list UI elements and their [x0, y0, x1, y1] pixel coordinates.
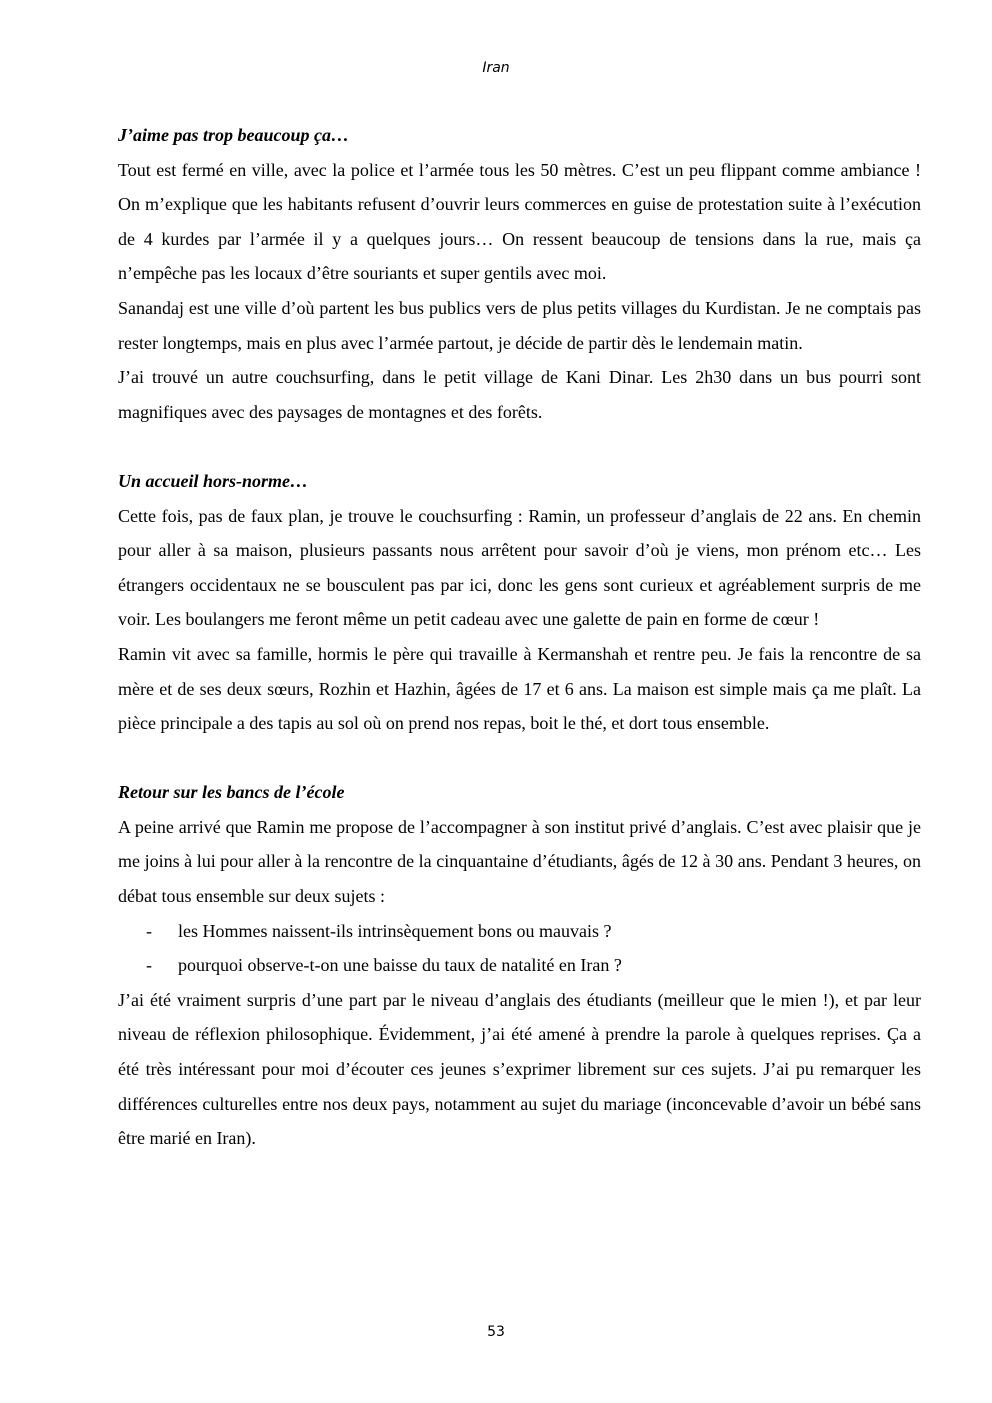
paragraph: Cette fois, pas de faux plan, je trouve le couchsurfing : Ramin, un professeur d’anglais de 22 ans. En chemin pour aller à sa maison, plusieurs passants nous arrêtent pour savoir d’où je viens, mon prénom etc… Les étrangers occidentaux ne se bousculent pas par ici, donc les gens sont curieux et agréablement surpris de me voir. Les boulangers me feront même un petit cadeau avec une galette de pain en forme de cœur !: [118, 505, 921, 630]
section-gap: [118, 429, 921, 464]
section-jaime-pas: [118, 118, 921, 429]
list-item: [118, 914, 921, 949]
section-title: Un accueil hors-norme…: [118, 470, 309, 491]
dash-marker: -: [146, 955, 152, 976]
page-number: 53: [487, 1324, 505, 1340]
section-ecole: [118, 775, 921, 1156]
dash-marker: -: [146, 920, 152, 941]
paragraph: Tout est fermé en ville, avec la police et l’armée tous les 50 mètres. C’est un peu flippant comme ambiance ! On m’explique que les habitants refusent d’ouvrir leurs commerces en guise de protestation suite à l’exécution de 4 kurdes par l’armée il y a quelques jours… On ressent beaucoup de tensions dans la rue, mais ça n’empêche pas les locaux d’être souriants et super gentils avec moi.: [118, 159, 921, 284]
list-item-text: pourquoi observe-t-on une baisse du taux de natalité en Iran ?: [178, 955, 622, 976]
section-title: Retour sur les bancs de l’école: [118, 782, 345, 803]
paragraph: Ramin vit avec sa famille, hormis le père qui travaille à Kermanshah et rentre peu. Je fais la rencontre de sa mère et de ses deux sœurs, Rozhin et Hazhin, âgées de 17 et 6 ans. La maison est simple mais ça me plaît. La pièce principale a des tapis au sol où on prend nos repas, boit le thé, et dort tous ensemble.: [118, 643, 921, 734]
page-content: [118, 118, 921, 1156]
paragraph: A peine arrivé que Ramin me propose de l’accompagner à son institut privé d’anglais. C’est avec plaisir que je me joins à lui pour aller à la rencontre de la cinquantaine d’étudiants, âgés de 12 à 30 ans. Pendant 3 heures, on débat tous ensemble sur deux sujets :: [118, 816, 921, 907]
section-title: J’aime pas trop beaucoup ça…: [118, 125, 349, 145]
section-gap: [118, 741, 921, 776]
section-accueil: [118, 464, 921, 741]
running-header: Iran: [482, 60, 510, 76]
paragraph: Sanandaj est une ville d’où partent les bus publics vers de plus petits villages du Kurdistan. Je ne comptais pas rester longtemps, mais en plus avec l’armée partout, je décide de partir dès le lendemain matin.: [118, 297, 921, 353]
list-item-text: les Hommes naissent-ils intrinsèquement bons ou mauvais ?: [178, 920, 612, 941]
list-item: [118, 948, 921, 983]
paragraph: J’ai été vraiment surpris d’une part par le niveau d’anglais des étudiants (meilleur que le mien !), et par leur niveau de réflexion philosophique. Évidemment, j’ai été amené à prendre la parole à quelques reprises. Ça a été très intéressant pour moi d’écouter ces jeunes s’exprimer librement sur ces sujets. J’ai pu remarquer les différences culturelles entre nos deux pays, notamment au sujet du mariage (inconcevable d’avoir un bébé sans être marié en Iran).: [118, 989, 921, 1149]
paragraph: J’ai trouvé un autre couchsurfing, dans le petit village de Kani Dinar. Les 2h30 dans un bus pourri sont magnifiques avec des paysages de montagnes et des forêts.: [118, 367, 921, 422]
topic-list: [118, 914, 921, 983]
